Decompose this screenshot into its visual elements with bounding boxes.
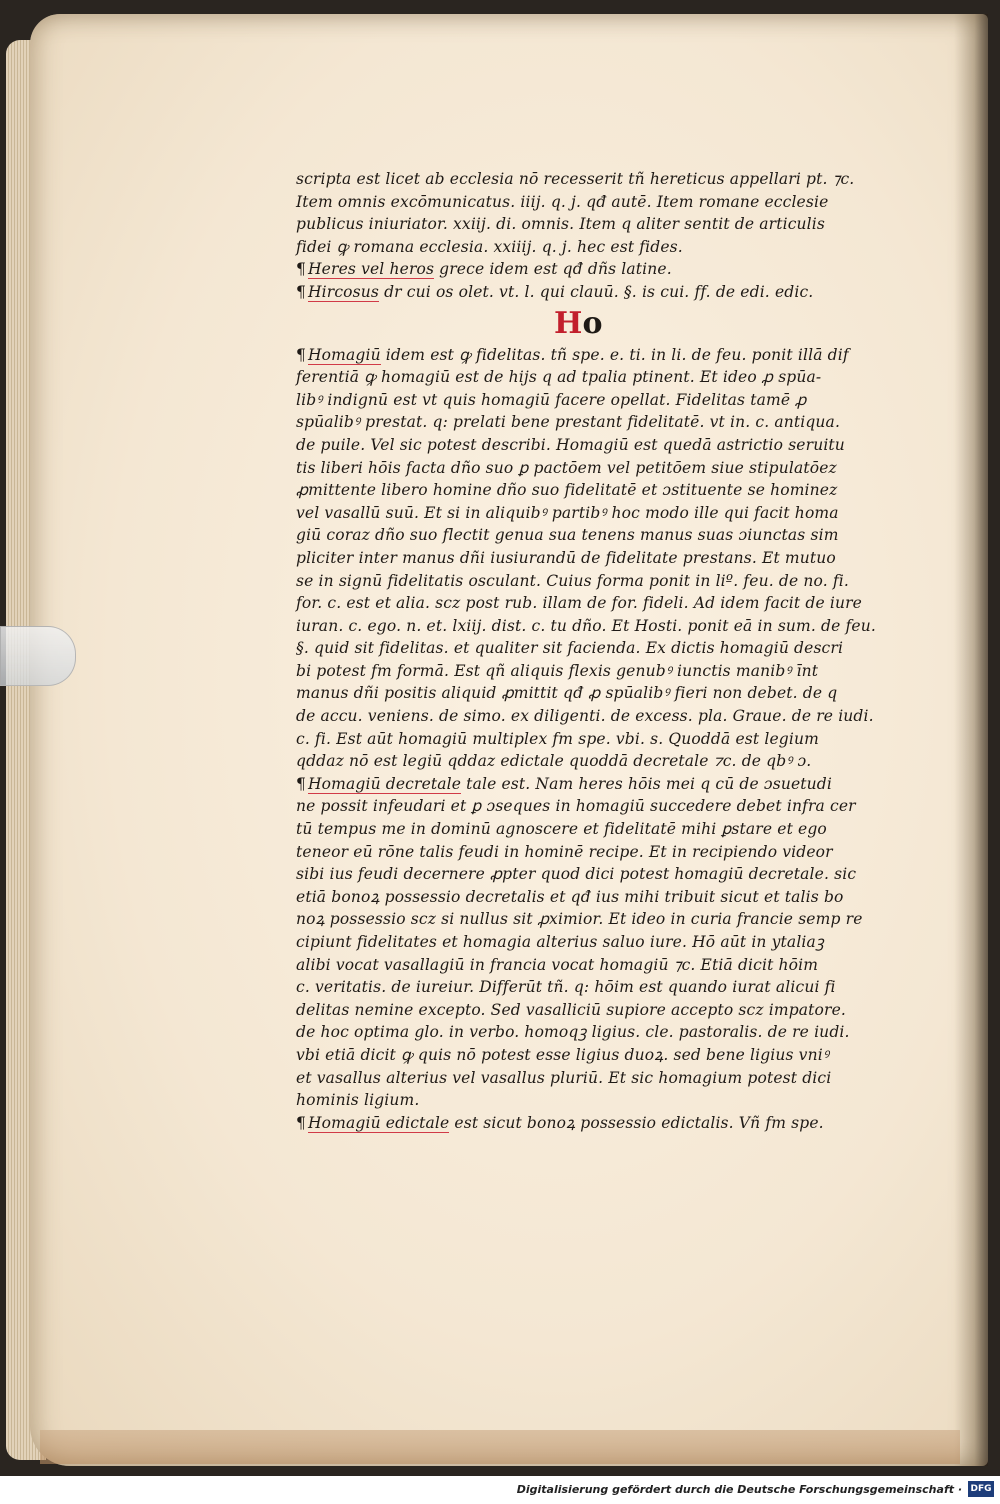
text-line: bi potest fm formā. Est qñ aliquis flexis genubꝰ iunctis manibꝰ īnt [296,661,819,680]
text-line: spūalibꝰ prestat. q: prelati bene prestant fidelitatē. vt in. c. antiqua. [296,413,841,432]
pilcrow-icon: ¶ [296,774,307,793]
entry-headword: Homagiū edictale [308,1113,450,1132]
text-line: giū coraz dño suo flectit genua sua tenens manus suas ɔiunctas sim [296,526,839,545]
text-column [296,168,896,1134]
text-line: c. fi. Est aūt homagiū multiplex fm spe. vbi. s. Quoddā est legium [296,729,819,748]
text-line: de hoc optima glo. in verbo. homoqꝫ ligius. cle. pastoralis. de re iudi. [296,1023,850,1042]
text-line: alibi vocat vasallagiū in francia vocat homagiū ⁊c. Etiā dicit hōim [296,955,819,974]
text-line: publicus iniuriator. xxiij. di. omnis. Item q aliter sentit de articulis [296,215,825,234]
entry-text: dr cui os olet. vt. l. qui clauū. §. is cui. ff. de edi. edic. [379,282,814,301]
text-line: se in signū fidelitatis osculant. Cuius forma ponit in liº. feu. de no. fi. [296,571,849,590]
section-initial: H [554,305,583,341]
pilcrow-icon: ¶ [296,260,307,279]
pilcrow-icon: ¶ [296,282,307,301]
text-line: Item omnis excōmunicatus. iiij. q. j. qđ autē. Item romane ecclesie [296,192,829,211]
entry-heres [296,258,896,281]
text-line: vbi etiā dicit ꝙ quis nō potest esse ligius duoꝝ. sed bene ligius vniꝰ [296,1045,829,1064]
pilcrow-icon: ¶ [296,1113,307,1132]
entry-text: est sicut bonoꝝ possessio edictalis. Vñ fm spe. [449,1113,824,1132]
entry-text: idem est ꝙ fidelitas. tñ spe. e. ti. in li. de feu. ponit illā dif [380,345,849,364]
text-line: teneor eū rōne talis feudi in hominē recipe. Et in recipiendo videor [296,842,833,861]
text-line: vel vasallū suū. Et si in aliquibꝰ partibꝰ hoc modo ille qui facit homa [296,503,839,522]
text-line: tis liberi hōis facta dño suo ꝑ pactōem vel petitōem siue stipulatōez [296,458,837,477]
pilcrow-icon: ¶ [296,345,307,364]
entry-headword: Homagiū [308,345,381,364]
text-line: c. veritatis. de iureiur. Differūt tñ. q: hōim est quando iurat alicui fi [296,978,836,997]
text-line: fidei ꝙ romana ecclesia. xxiiij. q. j. hec est fides. [296,237,683,256]
entry-decretale-first-line [296,773,896,796]
section-heading-rest: o [582,305,603,341]
footer-bar [0,1476,1000,1504]
entry-homagium-body [296,366,896,773]
text-line: noꝝ possessio scz si nullus sit ꝓximior. Et ideo in curia francie semp re [296,910,863,929]
text-line: delitas nemine excepto. Sed vasalliciū supiore accepto scz impatore. [296,1000,846,1019]
entry-headword: Hircosus [308,282,380,301]
entry-headword: Heres vel heros [308,260,435,279]
text-line: de accu. veniens. de simo. ex diligenti. de excess. pla. Graue. de re iudi. [296,707,874,726]
text-line: ꝓmittente libero homine dño suo fidelitatē et ɔstituente se hominez [296,481,838,500]
text-line: sibi ius feudi decernere ꝓpter quod dici potest homagiū decretale. sic [296,865,857,884]
text-line: scripta est licet ab ecclesia nō recesserit tñ hereticus appellari pt. ⁊c. [296,170,855,188]
dfg-logo: DFG [968,1481,994,1497]
text-line: qddaz nō est legiū qddaz edictale quoddā decretale ⁊c. de qbꝰ ɔ. [296,752,812,771]
entry-hircosus [296,281,896,304]
text-line: §. quid sit fidelitas. et qualiter sit facienda. Ex dictis homagiū descri [296,639,844,658]
entry-decretale-body [296,795,896,1111]
text-line: manus dñi positis aliquid ꝓmittit qđ ꝓ spūalibꝰ fieri non debet. de q [296,684,838,703]
text-line: ferentiā ꝙ homagiū est de hijs q ad tpalia ptinent. Et ideo ꝓ spūa- [296,368,822,387]
text-line: tū tempus me in dominū agnoscere et fidelitatē mihi ꝑstare et ego [296,820,827,839]
text-line: hominis ligium. [296,1091,420,1110]
text-line: for. c. est et alia. scz post rub. illam de for. fideli. Ad idem facit de iure [296,594,862,613]
text-line: ne possit infeudari et ꝑ ɔseques in homagiū succedere debet infra cer [296,797,856,816]
text-line: et vasallus alterius vel vasallus pluriū. Et sic homagium potest dici [296,1068,832,1087]
text-line: pliciter inter manus dñi iusiurandū de fidelitate prestans. Et mutuo [296,548,836,567]
text-line: cipiunt fidelitates et homagia alterius saluo iure. Hō aūt in ytaliaꝫ [296,933,824,951]
text-line: etiā bonoꝝ possessio decretalis et qđ ius mihi tribuit sicut et talis bo [296,887,844,906]
bookmark-tab [0,626,76,686]
page-gutter-shadow [954,14,988,1466]
entry-text: tale est. Nam heres hōis mei q cū de ɔsuetudi [461,774,832,793]
entry-headword: Homagiū decretale [308,774,462,793]
entry-homagium-first-line [296,344,896,367]
text-line: libꝰ indignū est vt quis homagiū facere opellat. Fidelitas tamē ꝓ [296,390,807,409]
book-bottom-edge [40,1430,960,1464]
footer-credit: Digitalisierung gefördert durch die Deutsche Forschungsgemeinschaft · [516,1483,962,1496]
text-line: de puile. Vel sic potest describi. Homagiū est quedā astrictio seruitu [296,435,845,454]
text-line: iuran. c. ego. n. et. lxiij. dist. c. tu dño. Et Hosti. ponit eā in sum. de feu. [296,616,876,635]
entry-edictale-first-line [296,1112,896,1135]
entry-text: grece idem est qđ dñs latine. [434,260,672,279]
section-heading [296,304,896,344]
